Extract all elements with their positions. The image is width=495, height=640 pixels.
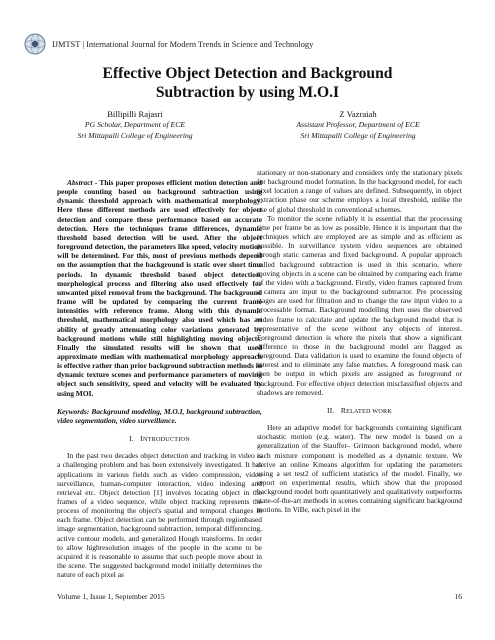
left-column xyxy=(57,178,262,579)
section-heading-introduction: I. INTRODUCTION xyxy=(129,434,190,444)
author-institution: Sri Mittapalli College of Engineering xyxy=(300,130,416,140)
right-paragraph-2: To monitor the scene reliably it is essential that the processing time per frame be as low as possible. Hence it is important that the techniques which are employed are as simple and as efficient as possible. In surveillance system video sequences are obtained through static cameras and fixed background. A popular approach called background subtraction is used in this scenario, where moving objects in a scene can be obtained by comparing each frame of the video with a background. Firstly, video frames captured from a camera are input to the background subtractor. Pre processing stages are used for filtration and to change the raw input video to a processable format. Background modelling then uses the observed video frame to calculate and update the background model that is representative of the scene without any objects of interest. Foreground detection is where the pixels that show a significant difference to those in the background model are flagged as foreground. Data validation is used to examine the found objects of interest and to eliminate any false matches. A foreground mask can then be output in which pixels are assigned as foreground or background. For effective object detection misclassified objects and shadows are removed. xyxy=(257,213,462,397)
abstract xyxy=(57,178,262,398)
paper-title xyxy=(40,64,455,102)
author-role: Assistant Professor, Department of ECE xyxy=(296,120,420,129)
right-paragraph-3: Here an adaptive model for backgrounds containing significant stochastic motion (e.g. water). The new model is based on a generalization of the Stauffer– Grimson background model, where each mixture component is modelled as a dynamic texture. We derive an online Kmeans algorithm for updating the parameters using a set test2 of sufficient statistics of the model. Finally, we report on experimental results, which show that the proposed background model both quantitatively and qualitatively outperforms state-of-the-art methods in scenes containing significant background motions. In ViBe, each pixel in the xyxy=(257,423,462,515)
journal-header xyxy=(24,36,313,52)
author-name: Z Vazraiah xyxy=(339,109,377,119)
title-line-2: Subtraction by using M.O.I xyxy=(155,84,340,101)
right-paragraph-1: stationary or non-stationary and considers only the stationary pixels for background model formation. In the background model, for each pixel location a range of values are defined. Subsequently, in object extraction phase our scheme employs a local threshold, unlike the use of global threshold in conventional schemes. xyxy=(257,168,462,214)
author-role: PG Scholar, Department of ECE xyxy=(84,120,186,129)
section-heading-related-work: II. RELATED WORK xyxy=(326,405,393,415)
page-footer xyxy=(57,592,462,601)
intro-paragraph: In the past two decades object detection and tracking in video is a challenging problem and has been extensively investigated. It has applications in various fields such as video compression, video surveillance, human-computer interaction, video indexing and retrieval etc. Object detection [1] involves locating object in the frames of a video sequence, while object tracking represents the process of monitoring the object's spatial and temporal changes in each frame. Object detection can be performed through regionbased image segmentation, background subtraction, temporal differencing, active contour models, and generalized Hough transforms. In order to allow highresolution images of the people in the scene to be acquired it is reasonable to assume that such people move about in the scene. The suggested background model initially determines the nature of each pixel as xyxy=(57,451,262,580)
author-block-1 xyxy=(35,108,235,141)
keywords: Keywords: Background modeling, M.O.I, background subtraction, video segmentation, video surveillance. xyxy=(57,406,262,425)
abstract-lead: Abstract - xyxy=(67,178,98,187)
footer-volume: Volume 1, Issue 1, September 2015 xyxy=(57,592,165,601)
journal-logo-icon xyxy=(24,33,46,55)
title-line-1: Effective Object Detection and Background xyxy=(102,65,393,82)
right-column xyxy=(257,168,462,515)
abstract-text: This paper proposes efficient motion detection and people counting based on background subtraction using dynamic threshold approach with mathematical morphology. Here these different methods are used effectively for object detection and compare these performance based on accurate detection. Here the techniques frame differences, dynamic threshold based detection will be used. After the object foreground detection, the parameters like speed, velocity motion will be determined. For this, most of previous methods depend on the assumption that the background is static over short time periods. In dynamic threshold based object detection, morphological process and filtering also used effectively for unwanted pixel removal from the background. The background frame will be updated by comparing the current frame intensities with reference frame. Along with this dynamic threshold, mathematical morphology also used which has an ability of greatly attenuating color variations generated by background motions while still highlighting moving objects. Finally the simulated results will be shown that used approximate median with mathematical morphology approach is effective rather than prior background subtraction methods in dynamic texture scenes and performance parameters of moving object such sensitivity, speed and velocity will be evaluated by using MOI. xyxy=(57,178,262,398)
page-number: 16 xyxy=(454,592,462,601)
journal-name: IJMTST | International Journal for Modern Trends in Science and Technology xyxy=(52,39,314,49)
author-institution: Sri Mittapalli College of Engineering xyxy=(77,130,193,140)
author-name: Billipilli Rajasri xyxy=(107,109,163,119)
author-block-2 xyxy=(258,108,458,141)
